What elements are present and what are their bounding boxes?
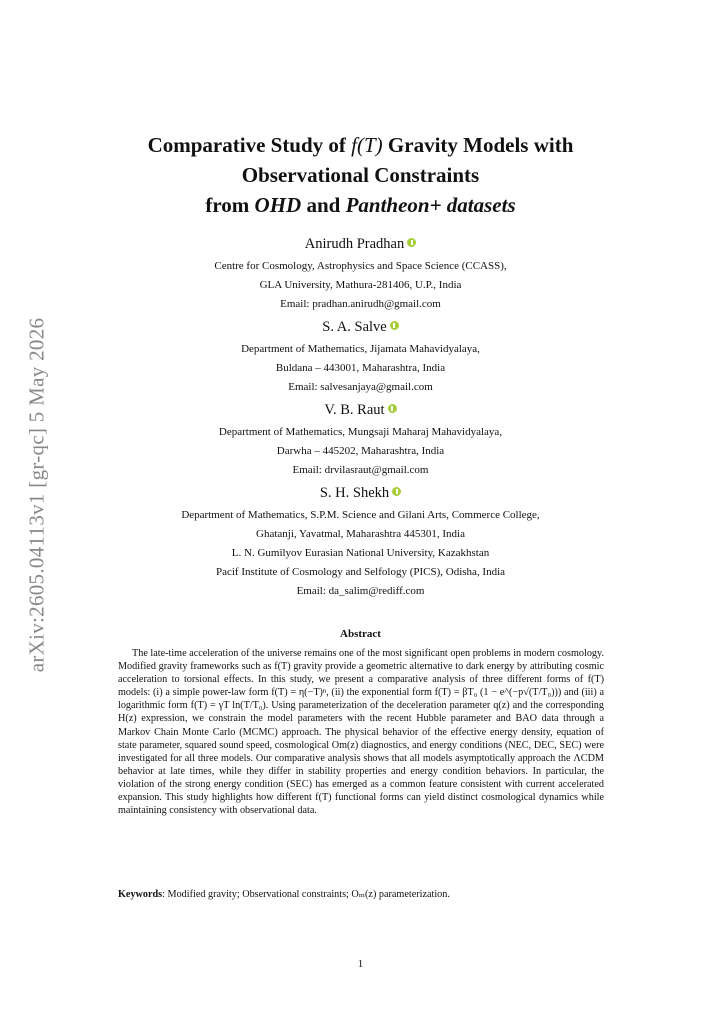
keywords-label: Keywords: [118, 889, 163, 900]
author-email: Email: pradhan.anirudh@gmail.com: [280, 298, 441, 310]
affiliation-line: Darwha – 445202, Maharashtra, India: [276, 445, 445, 457]
author-name: [0, 400, 721, 420]
title-text: Gravity Models with: [382, 133, 574, 157]
abstract-body: The late-time acceleration of the universe remains one of the most significant open problems in modern cosmology. Modified gravity frameworks such as f(T) gravity provide a geometric alternative to dark energy by attributing cosmic acceleration to torsional effects. In this study, we present a comparative analysis of three different forms of f(T) models: (i) a simple power-law form f(T) = η(−T)ⁿ, (ii) the exponential form f(T) = βT₀ (1 − e^(−p√(T/T₀))) and (iii) a logarithmic form f(T) = γT ln(T/T₀). Using parameterization of the deceleration parameter q(z) and the corresponding H(z) expression, we constrain the model parameters with the recent Hubble parameter and BAO data through a Markov Chain Monte Carlo (MCMC) approach. The physical behavior of the effective energy density, equation of state parameter, squared sound speed, cosmological Om(z) diagnostics, and energy conditions (NEC, DEC, SEC) were investigated for all three models. Our comparative analysis shows that all models asymptotically approach the ΛCDM behavior at late times, while they differ in stability properties and energy condition behaviors. In particular, the violation of the strong energy condition (SEC) has emerged as a common feature consistent with current accelerated expansion. This study highlights how different f(T) functional forms can yield distinct cosmological dynamics while maintaining consistency with observational data.: [118, 648, 604, 817]
title-italic: OHD: [254, 193, 302, 217]
author-block-2: [0, 317, 721, 397]
orcid-icon[interactable]: [390, 321, 399, 330]
orcid-icon[interactable]: [407, 238, 416, 247]
orcid-icon[interactable]: [392, 487, 401, 496]
affiliation-line: Buldana – 443001, Maharashtra, India: [275, 362, 446, 374]
title-italic: Pantheon+ datasets: [345, 193, 516, 217]
abstract-heading: Abstract: [340, 628, 381, 640]
affiliation-line: GLA University, Mathura-281406, U.P., India: [259, 279, 462, 291]
arxiv-identifier: arXiv:2605.04113v1 [gr-qc] 5 May 2026: [24, 317, 49, 673]
author-email: Email: salvesanjaya@gmail.com: [288, 381, 433, 393]
title-line-2: Observational Constraints: [241, 163, 480, 187]
author-name: [0, 234, 721, 254]
author-name-text: Anirudh Pradhan: [304, 236, 405, 252]
author-block-1: [0, 234, 721, 314]
author-name: [0, 317, 721, 337]
author-name: [0, 483, 721, 503]
title-text: from: [205, 193, 255, 217]
paper-title: [0, 130, 721, 220]
author-block-4: [0, 483, 721, 601]
author-name-text: S. H. Shekh: [319, 485, 390, 501]
affiliation-line: Department of Mathematics, S.P.M. Science and Gilani Arts, Commerce College,: [181, 509, 540, 521]
title-line-3: [0, 190, 721, 220]
affiliation-line: Centre for Cosmology, Astrophysics and Space Science (CCASS),: [214, 260, 507, 272]
affiliation-line: Department of Mathematics, Jijamata Mahavidyalaya,: [241, 343, 480, 355]
affiliation-line: Pacif Institute of Cosmology and Selfology (PICS), Odisha, India: [215, 566, 506, 578]
author-email: Email: da_salim@rediff.com: [296, 585, 425, 597]
affiliation-line: L. N. Gumilyov Eurasian National University, Kazakhstan: [231, 547, 490, 559]
title-text: and: [301, 193, 346, 217]
author-block-3: [0, 400, 721, 480]
keywords: [118, 888, 604, 901]
page-number: 1: [357, 958, 364, 970]
affiliation-line: Department of Mathematics, Mungsaji Maharaj Mahavidyalaya,: [218, 426, 503, 438]
title-line-1: [0, 130, 721, 160]
title-math: f(T): [351, 133, 383, 157]
affiliation-line: Ghatanji, Yavatmal, Maharashtra 445301, India: [256, 528, 465, 540]
author-email: Email: drvilasraut@gmail.com: [292, 464, 429, 476]
author-name-text: V. B. Raut: [324, 402, 385, 418]
title-text: Comparative Study of: [147, 133, 352, 157]
author-name-text: S. A. Salve: [322, 319, 387, 335]
orcid-icon[interactable]: [388, 404, 397, 413]
keywords-text: : Modified gravity; Observational constraints; Oₘ(z) parameterization.: [162, 889, 450, 900]
